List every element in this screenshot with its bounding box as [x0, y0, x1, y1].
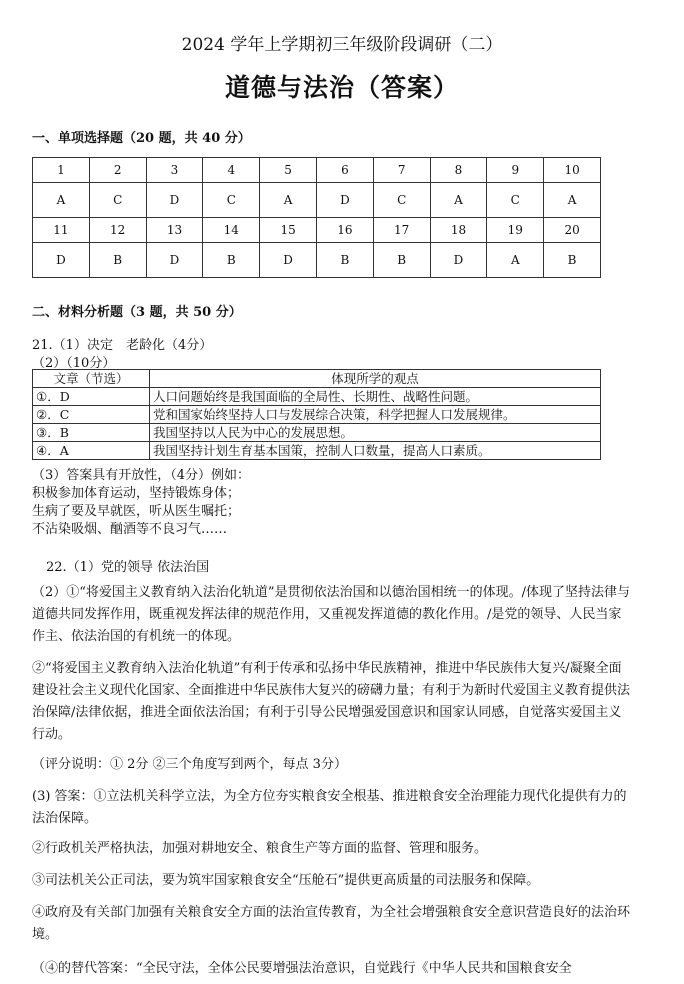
- question-number: 7: [373, 158, 430, 183]
- exam-subtitle: 2024 学年上学期初三年级阶段调研（二）: [181, 35, 503, 55]
- question-number: 4: [203, 158, 260, 183]
- answer-cell: D: [146, 243, 203, 278]
- question-number: 2: [89, 158, 146, 183]
- answer-cell: B: [89, 243, 146, 278]
- question-number: 5: [260, 158, 317, 183]
- q22-part2-point1: （2）①“将爱国主义教育纳入法治化轨道”是贯彻依法治国和以德治国相统一的体现。/体现了坚持法律与道德共同发挥作用，既重视发挥法律的规范作用，又重视发挥道德的教化作用。/是党的领导、人民当家作主、依法治国的有机统一的体现。: [32, 585, 630, 644]
- answer-cell: A: [33, 183, 90, 218]
- question-number: 15: [260, 218, 317, 243]
- table-row: [33, 370, 601, 388]
- question-number: 10: [544, 158, 601, 183]
- question-number: 8: [430, 158, 487, 183]
- question-number: 3: [146, 158, 203, 183]
- q22-part3-alternative: （④的替代答案：“全民守法，全体公民要增强法治意识，自觉践行《中华人民共和国粮食安全: [32, 961, 572, 976]
- table-cell: ②．C: [33, 406, 150, 424]
- table-row: [33, 388, 601, 406]
- table-row: [33, 406, 601, 424]
- answer-cell: D: [316, 183, 373, 218]
- page-title: 道德与法治（答案）: [224, 73, 459, 102]
- question-number: 20: [544, 218, 601, 243]
- column-header: 体现所学的观点: [150, 370, 601, 388]
- table-row: [33, 158, 601, 183]
- q21-part3: （3）答案具有开放性，（4分）例如：: [32, 468, 251, 483]
- question-number: 19: [487, 218, 544, 243]
- answer-cell: B: [316, 243, 373, 278]
- column-header: 文章（节选）: [33, 370, 150, 388]
- question-number: 14: [203, 218, 260, 243]
- q21-example-line: 生病了要及早就医，听从医生嘱托；: [32, 504, 241, 519]
- table-cell: ④．A: [33, 442, 150, 460]
- q21-example-line: 不沾染吸烟、酗酒等不良习气……: [32, 522, 228, 537]
- answer-cell: D: [260, 243, 317, 278]
- answer-cell: C: [203, 183, 260, 218]
- answer-cell: B: [373, 243, 430, 278]
- answer-cell: B: [544, 243, 601, 278]
- views-table: [32, 369, 601, 460]
- q21-example-line: 积极参加体育运动，坚持锻炼身体；: [32, 486, 241, 501]
- answer-cell: A: [430, 183, 487, 218]
- question-number: 18: [430, 218, 487, 243]
- table-cell: ①．D: [33, 388, 150, 406]
- answer-cell: C: [89, 183, 146, 218]
- q22-part3-point2: ②行政机关严格执法，加强对耕地安全、粮食生产等方面的监督、管理和服务。: [32, 841, 488, 856]
- table-cell: ③．B: [33, 424, 150, 442]
- question-number: 11: [33, 218, 90, 243]
- answer-cell: C: [373, 183, 430, 218]
- question-number: 9: [487, 158, 544, 183]
- question-number: 16: [316, 218, 373, 243]
- answer-cell: A: [487, 243, 544, 278]
- section1-heading: 一、单项选择题（20 题，共 40 分）: [32, 131, 251, 146]
- table-cell: 人口问题始终是我国面临的全局性、长期性、战略性问题。: [150, 388, 601, 406]
- answer-cell: A: [260, 183, 317, 218]
- question-number: 6: [316, 158, 373, 183]
- question-number: 12: [89, 218, 146, 243]
- answer-cell: D: [146, 183, 203, 218]
- table-cell: 我国坚持计划生育基本国策，控制人口数量，提高人口素质。: [150, 442, 601, 460]
- answer-cell: C: [487, 183, 544, 218]
- section2-heading: 二、材料分析题（3 题，共 50 分）: [32, 305, 242, 320]
- table-row: [33, 218, 601, 243]
- q22-part2-point2: ②“将爱国主义教育纳入法治化轨道”有利于传承和弘扬中华民族精神，推进中华民族伟大复兴/凝聚全面建设社会主义现代化国家、全面推进中华民族伟大复兴的磅礴力量；有利于为新时代爱国主义教育提供法治保障/法律依据，推进全面依法治国；有利于引导公民增强爱国意识和国家认同感，自觉落实爱国主义行动。: [32, 661, 631, 742]
- question-number: 17: [373, 218, 430, 243]
- question-number: 1: [33, 158, 90, 183]
- q22-part1: 22.（1）党的领导 依法治国: [46, 560, 210, 575]
- q21-part1: 21.（1）决定 老龄化（4分）: [32, 338, 213, 353]
- table-cell: 我国坚持以人民为中心的发展思想。: [150, 424, 601, 442]
- table-row: [33, 424, 601, 442]
- answer-cell: D: [430, 243, 487, 278]
- q22-scoring-note: （评分说明：① 2分 ②三个角度写到两个，每点 3分）: [32, 757, 347, 772]
- q22-part3-point1: (3) 答案：①立法机关科学立法，为全方位夯实粮食安全根基、推进粮食安全治理能力现代化提供有力的法治保障。: [32, 789, 627, 826]
- table-cell: 党和国家始终坚持人口与发展综合决策，科学把握人口发展规律。: [150, 406, 601, 424]
- table-row: [33, 183, 601, 218]
- q21-part2: （2）（10分）: [32, 356, 116, 371]
- question-number: 13: [146, 218, 203, 243]
- answer-table: [32, 157, 601, 278]
- table-row: [33, 243, 601, 278]
- answer-cell: D: [33, 243, 90, 278]
- q22-part3-point4: ④政府及有关部门加强有关粮食安全方面的法治宣传教育，为全社会增强粮食安全意识营造良好的法治环境。: [32, 905, 631, 942]
- q22-part3-point3: ③司法机关公正司法，要为筑牢国家粮食安全“压舱石”提供更高质量的司法服务和保障。: [32, 873, 540, 888]
- table-row: [33, 442, 601, 460]
- answer-cell: B: [203, 243, 260, 278]
- answer-cell: A: [544, 183, 601, 218]
